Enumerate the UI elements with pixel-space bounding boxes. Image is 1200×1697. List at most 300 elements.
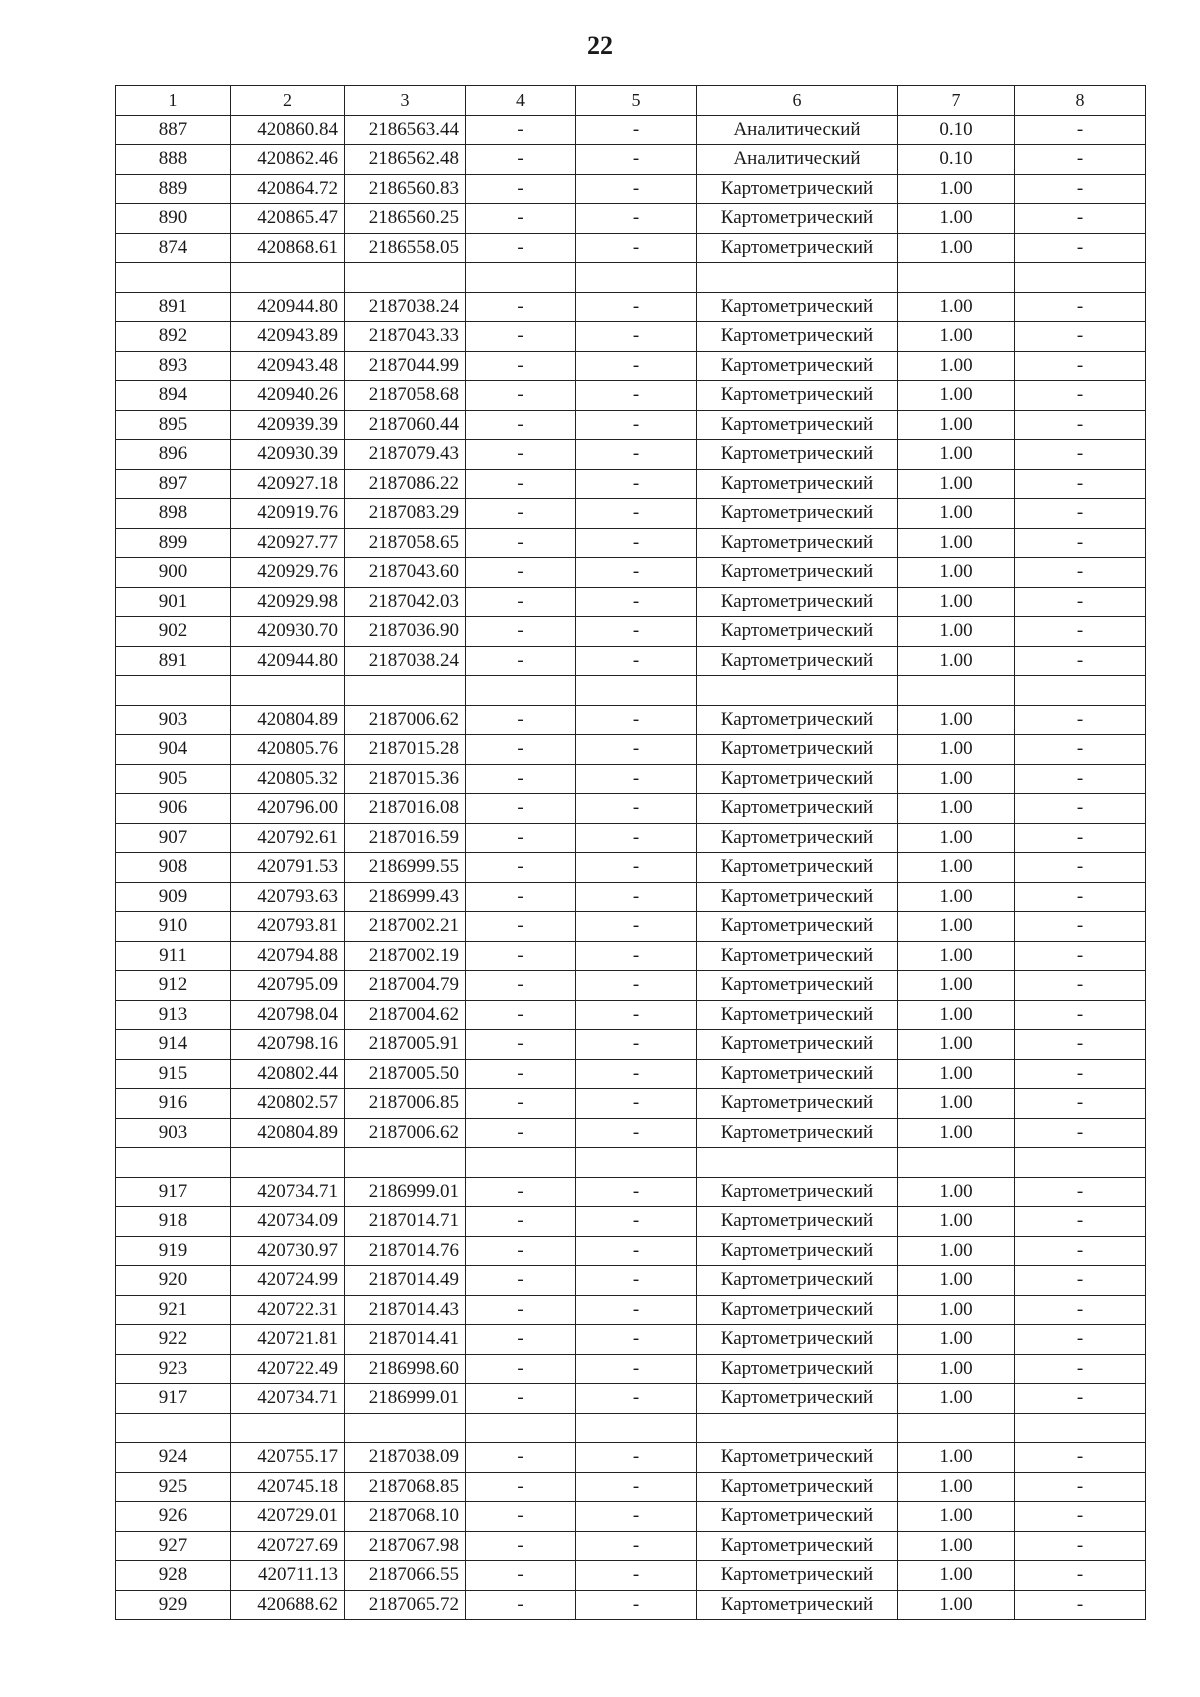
cell-accuracy: 1.00 [898,1354,1015,1384]
cell-method: Картометрический [697,1295,898,1325]
cell-accuracy: 1.00 [898,764,1015,794]
table-row [116,941,1146,971]
cell-col8-value: - [1015,1472,1146,1502]
cell-col8-value: - [1015,1089,1146,1119]
cell-col8-value: - [1015,174,1146,204]
cell-point-number: 918 [116,1207,231,1237]
cell-col5-value: - [576,1502,697,1532]
cell-accuracy: 1.00 [898,528,1015,558]
cell-col8-value: - [1015,794,1146,824]
cell-y-coordinate: 2186999.55 [345,853,466,883]
cell-x-coordinate [231,676,345,706]
cell-col4-value: - [466,145,576,175]
table-row [116,735,1146,765]
cell-col5-value: - [576,1384,697,1414]
cell-accuracy: 1.00 [898,646,1015,676]
cell-accuracy [898,263,1015,293]
cell-y-coordinate: 2187016.08 [345,794,466,824]
cell-col8-value: - [1015,1561,1146,1591]
cell-col4-value: - [466,912,576,942]
cell-y-coordinate: 2187066.55 [345,1561,466,1591]
cell-method: Картометрический [697,823,898,853]
cell-col8-value: - [1015,322,1146,352]
cell-accuracy: 1.00 [898,1266,1015,1296]
cell-col4-value: - [466,646,576,676]
cell-col4-value: - [466,381,576,411]
cell-col5-value: - [576,823,697,853]
column-header: 7 [898,86,1015,116]
cell-point-number: 910 [116,912,231,942]
cell-col5-value: - [576,1266,697,1296]
cell-col5-value: - [576,1443,697,1473]
cell-accuracy: 1.00 [898,617,1015,647]
cell-col5-value: - [576,912,697,942]
cell-col8-value: - [1015,410,1146,440]
cell-accuracy: 1.00 [898,1472,1015,1502]
cell-x-coordinate: 420729.01 [231,1502,345,1532]
cell-y-coordinate: 2187038.09 [345,1443,466,1473]
cell-y-coordinate: 2187042.03 [345,587,466,617]
cell-col5-value: - [576,292,697,322]
table-row [116,971,1146,1001]
table-row [116,1561,1146,1591]
cell-col4-value: - [466,204,576,234]
cell-col8-value: - [1015,1059,1146,1089]
cell-col5-value: - [576,853,697,883]
cell-y-coordinate: 2187068.10 [345,1502,466,1532]
cell-col8-value: - [1015,646,1146,676]
cell-x-coordinate: 420940.26 [231,381,345,411]
cell-method: Картометрический [697,1236,898,1266]
cell-col8-value: - [1015,705,1146,735]
cell-col5-value: - [576,1590,697,1620]
cell-x-coordinate: 420864.72 [231,174,345,204]
cell-method: Картометрический [697,233,898,263]
cell-method: Картометрический [697,1118,898,1148]
cell-point-number: 916 [116,1089,231,1119]
cell-x-coordinate [231,1148,345,1178]
cell-accuracy: 1.00 [898,1000,1015,1030]
cell-accuracy: 0.10 [898,115,1015,145]
cell-point-number: 928 [116,1561,231,1591]
table-row [116,410,1146,440]
table-row [116,1502,1146,1532]
cell-accuracy: 1.00 [898,971,1015,1001]
cell-x-coordinate: 420930.70 [231,617,345,647]
cell-x-coordinate: 420860.84 [231,115,345,145]
cell-accuracy: 1.00 [898,174,1015,204]
cell-method: Картометрический [697,705,898,735]
cell-col4-value: - [466,233,576,263]
cell-col5-value: - [576,233,697,263]
cell-y-coordinate: 2187006.85 [345,1089,466,1119]
table-row [116,705,1146,735]
cell-col4-value: - [466,1118,576,1148]
table-row [116,174,1146,204]
cell-method: Картометрический [697,853,898,883]
cell-method: Картометрический [697,1000,898,1030]
cell-y-coordinate: 2186563.44 [345,115,466,145]
cell-col4-value: - [466,1561,576,1591]
column-header: 5 [576,86,697,116]
cell-y-coordinate: 2187006.62 [345,1118,466,1148]
cell-col5-value: - [576,882,697,912]
cell-col4-value: - [466,528,576,558]
cell-method: Картометрический [697,381,898,411]
cell-col5-value: - [576,1118,697,1148]
cell-y-coordinate: 2187068.85 [345,1472,466,1502]
cell-col5-value [576,676,697,706]
cell-y-coordinate [345,263,466,293]
table-row [116,617,1146,647]
cell-y-coordinate: 2187006.62 [345,705,466,735]
cell-x-coordinate: 420805.32 [231,764,345,794]
cell-y-coordinate: 2187058.68 [345,381,466,411]
table-row [116,1531,1146,1561]
cell-y-coordinate: 2186999.01 [345,1177,466,1207]
cell-col4-value: - [466,351,576,381]
cell-method: Картометрический [697,735,898,765]
cell-col5-value: - [576,1472,697,1502]
cell-point-number: 902 [116,617,231,647]
table-row [116,1089,1146,1119]
cell-col5-value: - [576,1354,697,1384]
table-row [116,1266,1146,1296]
cell-col5-value: - [576,351,697,381]
cell-point-number: 909 [116,882,231,912]
cell-accuracy: 1.00 [898,499,1015,529]
cell-col5-value: - [576,1207,697,1237]
cell-col8-value: - [1015,1443,1146,1473]
column-header: 4 [466,86,576,116]
cell-col8-value: - [1015,1207,1146,1237]
table-row [116,1177,1146,1207]
cell-col4-value: - [466,174,576,204]
cell-method: Картометрический [697,440,898,470]
cell-point-number: 917 [116,1384,231,1414]
cell-accuracy [898,676,1015,706]
cell-point-number: 922 [116,1325,231,1355]
cell-method: Картометрический [697,1590,898,1620]
cell-col5-value: - [576,617,697,647]
cell-x-coordinate: 420943.89 [231,322,345,352]
cell-y-coordinate: 2187060.44 [345,410,466,440]
cell-point-number: 874 [116,233,231,263]
cell-col5-value: - [576,1295,697,1325]
cell-point-number: 920 [116,1266,231,1296]
cell-y-coordinate: 2187044.99 [345,351,466,381]
cell-point-number: 915 [116,1059,231,1089]
cell-col4-value [466,1413,576,1443]
cell-y-coordinate: 2187043.33 [345,322,466,352]
cell-y-coordinate: 2187002.21 [345,912,466,942]
cell-y-coordinate: 2186999.43 [345,882,466,912]
cell-col5-value: - [576,1531,697,1561]
cell-x-coordinate: 420804.89 [231,705,345,735]
cell-col4-value: - [466,1030,576,1060]
cell-col5-value: - [576,145,697,175]
cell-col8-value: - [1015,1000,1146,1030]
cell-method: Картометрический [697,646,898,676]
table-row [116,322,1146,352]
cell-col5-value: - [576,1059,697,1089]
cell-x-coordinate: 420711.13 [231,1561,345,1591]
cell-col8-value: - [1015,1502,1146,1532]
cell-y-coordinate: 2187016.59 [345,823,466,853]
cell-col8-value: - [1015,1118,1146,1148]
cell-method [697,1413,898,1443]
cell-col8-value: - [1015,440,1146,470]
cell-y-coordinate: 2187067.98 [345,1531,466,1561]
cell-col4-value: - [466,1502,576,1532]
table-row [116,1000,1146,1030]
cell-method: Картометрический [697,882,898,912]
cell-x-coordinate: 420868.61 [231,233,345,263]
cell-x-coordinate: 420727.69 [231,1531,345,1561]
cell-point-number: 901 [116,587,231,617]
cell-col8-value: - [1015,1177,1146,1207]
cell-method: Картометрический [697,322,898,352]
cell-point-number: 898 [116,499,231,529]
cell-col5-value: - [576,587,697,617]
cell-col4-value: - [466,853,576,883]
cell-method: Аналитический [697,115,898,145]
cell-col5-value: - [576,941,697,971]
cell-x-coordinate: 420724.99 [231,1266,345,1296]
cell-accuracy: 1.00 [898,1118,1015,1148]
table-row [116,676,1146,706]
cell-col5-value: - [576,1089,697,1119]
cell-col8-value: - [1015,1531,1146,1561]
cell-x-coordinate: 420722.31 [231,1295,345,1325]
cell-y-coordinate [345,1148,466,1178]
cell-method: Картометрический [697,912,898,942]
cell-col4-value: - [466,1089,576,1119]
cell-accuracy: 1.00 [898,587,1015,617]
cell-x-coordinate: 420755.17 [231,1443,345,1473]
cell-point-number: 917 [116,1177,231,1207]
cell-accuracy: 1.00 [898,1561,1015,1591]
cell-method: Картометрический [697,1502,898,1532]
cell-col4-value: - [466,823,576,853]
cell-point-number: 912 [116,971,231,1001]
column-header: 2 [231,86,345,116]
cell-col5-value: - [576,794,697,824]
cell-method: Картометрический [697,292,898,322]
cell-col8-value [1015,1148,1146,1178]
table-row [116,587,1146,617]
cell-point-number: 903 [116,705,231,735]
cell-x-coordinate: 420791.53 [231,853,345,883]
cell-col5-value [576,263,697,293]
cell-accuracy: 1.00 [898,1384,1015,1414]
cell-col5-value [576,1148,697,1178]
cell-col8-value: - [1015,735,1146,765]
cell-point-number: 900 [116,558,231,588]
table-row [116,794,1146,824]
cell-accuracy: 1.00 [898,853,1015,883]
cell-col8-value: - [1015,587,1146,617]
cell-y-coordinate: 2187005.50 [345,1059,466,1089]
table-row [116,145,1146,175]
cell-y-coordinate: 2187036.90 [345,617,466,647]
cell-col4-value: - [466,1590,576,1620]
cell-col8-value: - [1015,233,1146,263]
table-row [116,263,1146,293]
page-number: 22 [587,31,613,60]
cell-y-coordinate: 2187015.36 [345,764,466,794]
cell-point-number: 891 [116,646,231,676]
cell-point-number: 908 [116,853,231,883]
table-row [116,1590,1146,1620]
cell-y-coordinate: 2187083.29 [345,499,466,529]
cell-y-coordinate: 2187058.65 [345,528,466,558]
cell-col4-value: - [466,1472,576,1502]
cell-method: Картометрический [697,558,898,588]
cell-accuracy: 1.00 [898,1207,1015,1237]
cell-method: Картометрический [697,1384,898,1414]
cell-accuracy: 1.00 [898,440,1015,470]
cell-col4-value: - [466,410,576,440]
cell-x-coordinate: 420688.62 [231,1590,345,1620]
cell-col4-value: - [466,1325,576,1355]
cell-col5-value: - [576,1030,697,1060]
cell-point-number: 905 [116,764,231,794]
table-row [116,1295,1146,1325]
cell-method: Картометрический [697,1266,898,1296]
cell-col5-value: - [576,646,697,676]
cell-col8-value: - [1015,912,1146,942]
cell-y-coordinate: 2187065.72 [345,1590,466,1620]
cell-accuracy [898,1413,1015,1443]
cell-col8-value: - [1015,764,1146,794]
cell-x-coordinate: 420919.76 [231,499,345,529]
cell-col5-value: - [576,1177,697,1207]
cell-col8-value [1015,263,1146,293]
table-row [116,853,1146,883]
cell-accuracy: 1.00 [898,322,1015,352]
cell-y-coordinate: 2187004.62 [345,1000,466,1030]
cell-x-coordinate: 420745.18 [231,1472,345,1502]
coordinates-table [115,85,1146,1620]
cell-accuracy [898,1148,1015,1178]
cell-accuracy: 1.00 [898,1177,1015,1207]
cell-x-coordinate: 420722.49 [231,1354,345,1384]
cell-col8-value: - [1015,941,1146,971]
cell-method: Картометрический [697,499,898,529]
cell-col4-value [466,676,576,706]
cell-method: Картометрический [697,1354,898,1384]
cell-x-coordinate: 420927.77 [231,528,345,558]
cell-col4-value: - [466,1000,576,1030]
column-header: 1 [116,86,231,116]
cell-y-coordinate: 2187014.41 [345,1325,466,1355]
cell-method: Картометрический [697,1531,898,1561]
table-row [116,233,1146,263]
cell-col8-value: - [1015,617,1146,647]
cell-col4-value: - [466,558,576,588]
table-row [116,1148,1146,1178]
cell-col4-value: - [466,587,576,617]
cell-method: Картометрический [697,971,898,1001]
cell-x-coordinate [231,1413,345,1443]
cell-col5-value: - [576,174,697,204]
cell-col5-value: - [576,705,697,735]
cell-col5-value: - [576,322,697,352]
cell-accuracy: 1.00 [898,410,1015,440]
cell-col4-value: - [466,1295,576,1325]
cell-y-coordinate: 2186560.25 [345,204,466,234]
table-row [116,1236,1146,1266]
cell-col8-value [1015,676,1146,706]
cell-y-coordinate [345,676,466,706]
cell-point-number: 888 [116,145,231,175]
table-row [116,1030,1146,1060]
cell-point-number: 929 [116,1590,231,1620]
table-row [116,115,1146,145]
cell-accuracy: 1.00 [898,912,1015,942]
cell-col4-value: - [466,499,576,529]
cell-method: Картометрический [697,1207,898,1237]
cell-point-number: 889 [116,174,231,204]
cell-col4-value: - [466,617,576,647]
cell-x-coordinate: 420929.98 [231,587,345,617]
cell-y-coordinate: 2186560.83 [345,174,466,204]
cell-accuracy: 1.00 [898,1295,1015,1325]
cell-y-coordinate: 2187014.43 [345,1295,466,1325]
cell-accuracy: 1.00 [898,351,1015,381]
column-header: 6 [697,86,898,116]
cell-y-coordinate: 2187004.79 [345,971,466,1001]
cell-y-coordinate: 2187014.49 [345,1266,466,1296]
cell-point-number: 891 [116,292,231,322]
cell-method: Картометрический [697,528,898,558]
cell-x-coordinate: 420734.71 [231,1384,345,1414]
cell-col5-value: - [576,1325,697,1355]
cell-col8-value: - [1015,1384,1146,1414]
cell-point-number: 911 [116,941,231,971]
cell-method: Картометрический [697,410,898,440]
cell-col8-value: - [1015,469,1146,499]
cell-col4-value: - [466,1384,576,1414]
cell-method: Картометрический [697,174,898,204]
cell-col8-value: - [1015,381,1146,411]
cell-col5-value: - [576,735,697,765]
cell-y-coordinate: 2187079.43 [345,440,466,470]
table-row [116,381,1146,411]
cell-x-coordinate: 420865.47 [231,204,345,234]
cell-accuracy: 1.00 [898,469,1015,499]
cell-method: Картометрический [697,794,898,824]
cell-point-number: 919 [116,1236,231,1266]
cell-accuracy: 1.00 [898,1531,1015,1561]
cell-accuracy: 1.00 [898,1030,1015,1060]
cell-point-number: 895 [116,410,231,440]
cell-accuracy: 1.00 [898,292,1015,322]
cell-method: Аналитический [697,145,898,175]
cell-point-number: 924 [116,1443,231,1473]
cell-point-number: 887 [116,115,231,145]
cell-col4-value: - [466,941,576,971]
cell-method: Картометрический [697,351,898,381]
cell-y-coordinate: 2187002.19 [345,941,466,971]
cell-col5-value: - [576,115,697,145]
cell-y-coordinate: 2186999.01 [345,1384,466,1414]
cell-y-coordinate: 2186998.60 [345,1354,466,1384]
cell-accuracy: 0.10 [898,145,1015,175]
table-row [116,558,1146,588]
table-row [116,912,1146,942]
